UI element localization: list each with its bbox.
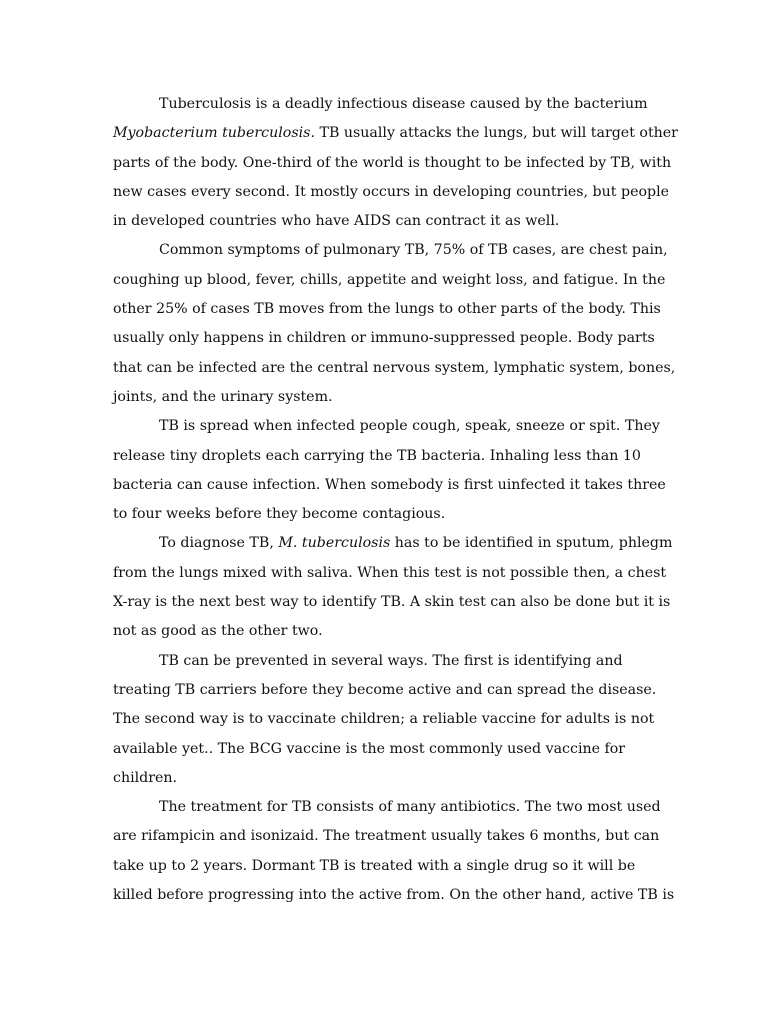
- text-segment: children.: [113, 769, 178, 786]
- text-segment: usually only happens in children or immuno-suppressed people. Body parts: [113, 330, 655, 347]
- document-page: [113, 90, 678, 910]
- paragraph-first-line: [113, 647, 656, 676]
- text-segment: to four weeks before they become contagious.: [113, 506, 446, 523]
- paragraph-line: [113, 559, 667, 588]
- paragraph-line: [113, 383, 656, 412]
- text-segment: killed before progressing into the active from. On the other hand, active TB is: [113, 887, 675, 904]
- paragraph-line: [113, 178, 670, 207]
- paragraph-line: [113, 822, 660, 851]
- paragraph-line: [113, 676, 656, 705]
- paragraph-line: [113, 207, 656, 236]
- text-segment: parts of the body. One-third of the world is thought to be infected by TB, with: [113, 154, 672, 171]
- paragraph-line: [113, 119, 678, 148]
- text-segment: new cases every second. It mostly occurs in developing countries, but people: [113, 183, 670, 200]
- text-segment: To diagnose TB,: [159, 535, 279, 552]
- text-segment: TB usually attacks the lungs, but will target other: [314, 125, 678, 142]
- paragraph-line: [113, 149, 672, 178]
- text-segment: joints, and the urinary system.: [113, 388, 333, 405]
- text-segment: treating TB carriers before they become active and can spread the disease.: [113, 681, 657, 698]
- paragraph-line: [113, 442, 656, 471]
- paragraph-line: [113, 852, 656, 881]
- text-segment: has to be identified in sputum, phlegm: [390, 535, 673, 552]
- text-segment: Tuberculosis is a deadly infectious disease caused by the bacterium: [159, 96, 648, 112]
- text-segment: TB can be prevented in several ways. The first is identifying and: [159, 652, 623, 669]
- paragraph-line: [113, 471, 666, 500]
- paragraph-line: [113, 266, 666, 295]
- paragraph-first-line: [113, 412, 660, 441]
- italic-text-segment: Myobacterium tuberculosis.: [113, 125, 315, 142]
- text-segment: available yet.. The BCG vaccine is the most commonly used vaccine for: [113, 740, 626, 757]
- paragraph-line: [113, 617, 656, 646]
- paragraph-line: [113, 295, 661, 324]
- text-segment: are rifampicin and isonizaid. The treatment usually takes 6 months, but can: [113, 828, 660, 845]
- paragraph-first-line: [113, 236, 668, 265]
- paragraph-first-line: [113, 793, 661, 822]
- paragraph-line: [113, 324, 656, 353]
- paragraph-line: [113, 735, 656, 764]
- text-segment: not as good as the other two.: [113, 623, 323, 640]
- text-segment: release tiny droplets each carrying the TB bacteria. Inhaling less than 10: [113, 447, 641, 464]
- text-segment: TB is spread when infected people cough, speak, sneeze or spit. They: [159, 418, 660, 435]
- text-segment: X-ray is the next best way to identify TB. A skin test can also be done but it is: [113, 594, 671, 611]
- text-segment: from the lungs mixed with saliva. When this test is not possible then, a chest: [113, 564, 667, 581]
- italic-text-segment: M. tuberculosis: [278, 535, 391, 552]
- text-segment: The treatment for TB consists of many antibiotics. The two most used: [159, 799, 661, 816]
- paragraph-first-line: [113, 529, 673, 558]
- paragraph-line: [113, 588, 671, 617]
- text-segment: that can be infected are the central nervous system, lymphatic system, bones,: [113, 359, 676, 376]
- paragraph-line: [113, 354, 676, 383]
- text-segment: The second way is to vaccinate children; a reliable vaccine for adults is not: [113, 711, 655, 728]
- paragraph-line: [113, 881, 675, 910]
- text-segment: coughing up blood, fever, chills, appetite and weight loss, and fatigue. In the: [113, 271, 666, 288]
- paragraph-first-line: [113, 90, 656, 119]
- paragraph-line: [113, 500, 656, 529]
- text-segment: take up to 2 years. Dormant TB is treated with a single drug so it will be: [113, 857, 636, 874]
- text-segment: in developed countries who have AIDS can contract it as well.: [113, 213, 560, 230]
- text-segment: Common symptoms of pulmonary TB, 75% of TB cases, are chest pain,: [159, 242, 668, 259]
- text-segment: bacteria can cause infection. When somebody is first uinfected it takes three: [113, 476, 666, 493]
- paragraph-line: [113, 764, 656, 793]
- text-segment: other 25% of cases TB moves from the lungs to other parts of the body. This: [113, 301, 661, 318]
- paragraph-line: [113, 705, 656, 734]
